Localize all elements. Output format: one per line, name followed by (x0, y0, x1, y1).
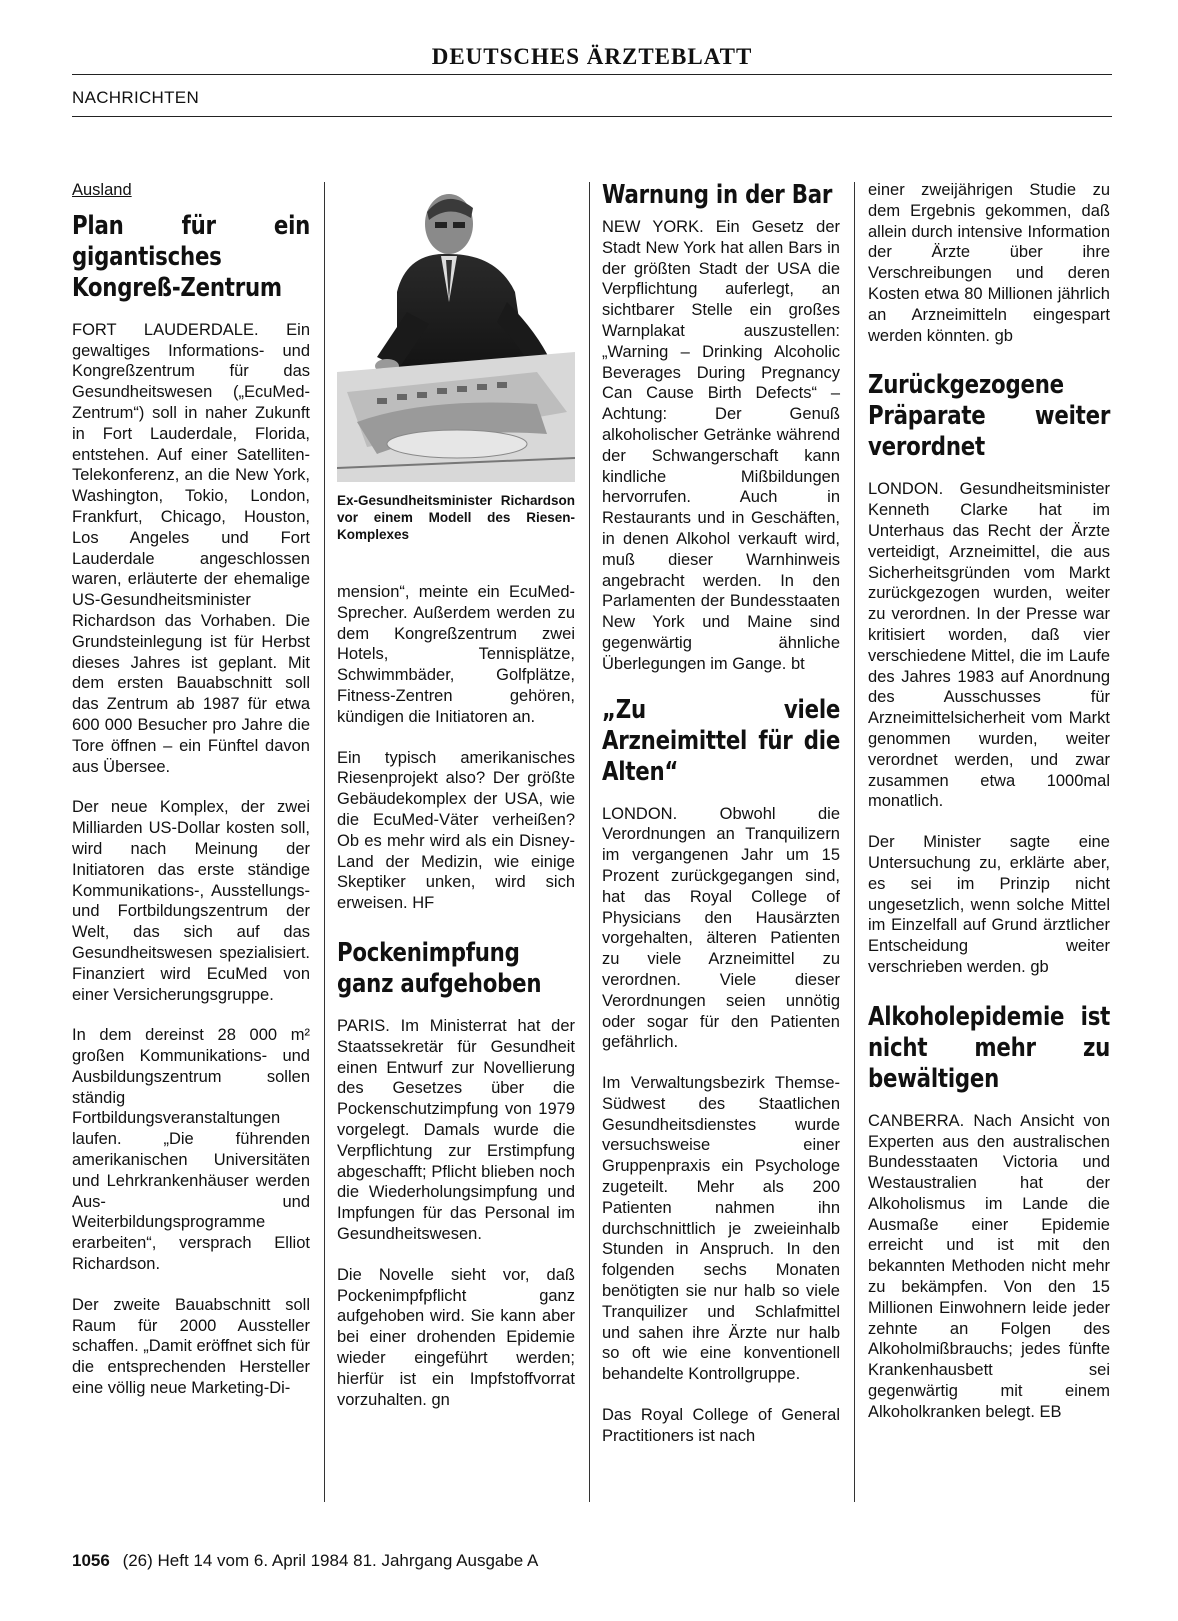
paragraph: Im Verwaltungsbezirk Themse-Südwest des Staatlichen Gesundheitsdienstes wurde versuchsweise einer Gruppenpraxis ein Psychologe zugeteilt. Mehr als 200 Patienten nahmen ihn durchschnittlich je zweieinhalb Stunden in Anspruch. In den folgenden sechs Monaten benötigten sie nur halb so viele Tranquilizer und Schlafmittel und sahen ihre Ärzte nur halb so oft wie eine konventionell behandelte Kontrollgruppe. (602, 1074, 840, 1384)
paragraph: LONDON. Gesundheitsminister Kenneth Clarke hat im Unterhaus das Recht der Ärzte verteidigt, Arzneimittel, die aus Sicherheitsgründen vom Markt zurückgezogen wurden, weiter zu verordnen. In der Presse war kritisiert worden, daß vier verschiedene Mittel, die im Laufe des Jahres 1983 auf Anordnung des Ausschusses für Arzneimittelsicherheit vom Markt genommen wurden, weiter verordnet werden, und zwar zusammen etwa 1000mal monatlich. (868, 480, 1110, 811)
column-divider (854, 182, 855, 1502)
page-number: 1056 (72, 1551, 110, 1570)
photo-illustration (337, 182, 575, 482)
paragraph: LONDON. Obwohl die Verordnungen an Tranquilizern im vergangenen Jahr um 15 Prozent zurückgegangen sind, hat das Royal College of Physicians den Hausärzten vorgehalten, älteren Patienten zu viele Arzneimittel zu verordnen. Viele dieser Verordnungen seien unnötig oder sogar für den Patienten gefährlich. (602, 804, 840, 1052)
headline-arzneimittel: „Zu viele Arzneimittel für die Alten“ (602, 694, 841, 787)
masthead: DEUTSCHES ÄRZTEBLATT (431, 44, 753, 69)
paragraph: In dem dereinst 28 000 m² großen Kommunikations- und Ausbildungszentrum sollen ständig Fortbildungsveranstaltungen laufen. „Die führenden amerikanischen Universitäten und Lehrkrankenhäuser werden Aus- und Weiterbildungsprogramme erarbeiten“, versprach Elliot Richardson. (72, 1026, 310, 1274)
page-footer (72, 1551, 538, 1571)
kicker: Ausland (72, 181, 132, 199)
paragraph: Der zweite Bauabschnitt soll Raum für 2000 Aussteller schaffen. „Damit eröffnet sich für die entsprechenden Hersteller eine völlig neue Marketing-Di- (72, 1295, 310, 1398)
column-1 (72, 180, 310, 1419)
headline-alkoholepidemie: Alkoholepidemie ist nicht mehr zu bewältigen (868, 1001, 1111, 1094)
paragraph: Der neue Komplex, der zwei Milliarden US-Dollar kosten soll, wird nach Meinung der Initiatoren das erste ständige Kommunikations-, Ausstellungs- und Fortbildungszentrum der Welt, das sich auf das Gesundheitswesen spezialisiert. Finanziert wird EcuMed von einer Versicherungsgruppe. (72, 798, 310, 1004)
masthead-rule (72, 74, 1112, 75)
column-divider (324, 182, 325, 1502)
paragraph: Der Minister sagte eine Untersuchung zu, erklärte aber, es sei im Prinzip nicht ungesetzlich, wenn solche Mittel im Einzelfall auf Grund ärztlicher Entscheidung weiter verschrieben werden. gb (868, 833, 1110, 976)
column-3 (602, 180, 840, 1467)
issue-info: (26) Heft 14 vom 6. April 1984 81. Jahrgang Ausgabe A (122, 1551, 539, 1570)
paragraph: CANBERRA. Nach Ansicht von Experten aus den australischen Bundesstaaten Victoria und Westaustralien hat der Alkoholismus im Lande die Ausmaße einer Epidemie erreicht und ist mit den bekannten Methoden nicht mehr zu bekämpfen. Von den 15 Millionen Einwohnern leide jeder zehnte an Folgen des Alkoholmißbrauchs; jedes fünfte Krankenhausbett sei gegenwärtig mit einem Alkoholkranken belegt. EB (868, 1111, 1110, 1421)
paragraph: einer zweijährigen Studie zu dem Ergebnis gekommen, daß allein durch intensive Information der Ärzte über ihre Verschreibungen und deren Kosten etwa 80 Millionen jährlich an Arzneimitteln eingespart werden könnten. gb (868, 181, 1110, 345)
paragraph: mension“, meinte ein EcuMed-Sprecher. Außerdem werden zu dem Kongreßzentrum zwei Hotels, Tennisplätze, Schwimmbäder, Golfplätze, Fitness-Zentren gehören, kündigen die Initiatoren an. (337, 583, 575, 726)
column-divider (589, 182, 590, 1502)
column-4 (868, 180, 1110, 1443)
paragraph: Das Royal College of General Practitioners ist nach (602, 1406, 840, 1445)
headline-praeparate: Zurückgezogene Präparate weiter verordnet (868, 370, 1111, 463)
section-rule (72, 116, 1112, 117)
paragraph: Ein typisch amerikanisches Riesenprojekt also? Der größte Gebäudekomplex der USA, wie die EcuMed-Väter verheißen? Ob es mehr wird als ein Disney-Land der Medizin, wie einige Skeptiker unken, wird sich erweisen. HF (337, 748, 575, 913)
photo-richardson (337, 182, 575, 482)
paragraph: Die Novelle sieht vor, daß Pockenimpfpflicht ganz aufgehoben wird. Sie kann aber bei einer drohenden Epidemie wieder eingeführt werden; hierfür ist ein Impfstoffvorrat vorzuhalten. gn (337, 1265, 575, 1409)
column-2 (337, 582, 575, 1430)
section-label: NACHRICHTEN (72, 88, 200, 107)
paragraph: FORT LAUDERDALE. Ein gewaltiges Informations- und Kongreßzentrum für das Gesundheitswesen („EcuMed-Zentrum“) soll in naher Zukunft in Fort Lauderdale, Florida, entstehen. Auf einer Satelliten-Telekonferenz, an die New York, Washington, Tokio, London, Frankfurt, Chicago, Houston, Los Angeles und Fort Lauderdale angeschlossen waren, erläuterte der ehemalige US-Gesundheitsminister Richardson das Vorhaben. Die Grundsteinlegung ist für Herbst dieses Jahres ist geplant. Mit dem ersten Bauabschnitt soll das Zentrum ab 1987 für etwa 600 000 Besucher pro Jahre die Tore öffnen – ein Fünftel davon aus Übersee. (72, 320, 310, 776)
photo-caption: Ex-Gesundheitsminister Richardson vor einem Modell des Riesen-Komplexes (337, 493, 575, 542)
paragraph: NEW YORK. Ein Gesetz der Stadt New York hat allen Bars in der größten Stadt der USA die Verpflichtung auferlegt, an sichtbarer Stelle ein großes Warnplakat auszustellen: „Warning – Drinking Alcoholic Beverages During Pregnancy Can Cause Birth Defects“ – Achtung: Der Genuß alkoholischer Getränke während der Schwangerschaft kann kindliche Mißbildungen hervorrufen. Auch in Restaurants und in Geschäften, in denen Alkohol verkauft wird, muß dieser Warnhinweis angebracht werden. In den Parlamenten der Bundesstaaten New York und Maine sind gegenwärtig ähnliche Überlegungen im Gange. bt (602, 218, 840, 673)
headline-pockenimpfung: Pockenimpfung ganz aufgehoben (337, 937, 542, 999)
headline-kongress: Plan für ein gigantisches Kongreß-Zentrum (72, 210, 311, 303)
headline-warnung: Warnung in der Bar (602, 180, 833, 210)
paragraph: PARIS. Im Ministerrat hat der Staatssekretär für Gesundheit einen Entwurf zur Novellierung des Gesetzes über die Pockenschutzimpfung von 1979 vorgelegt. Damals wurde die Verpflichtung zur Erstimpfung abgeschafft; Pflicht blieben noch die Wiederholungsimpfung und Impfungen für das Personal im Gesundheitswesen. (337, 1016, 575, 1243)
